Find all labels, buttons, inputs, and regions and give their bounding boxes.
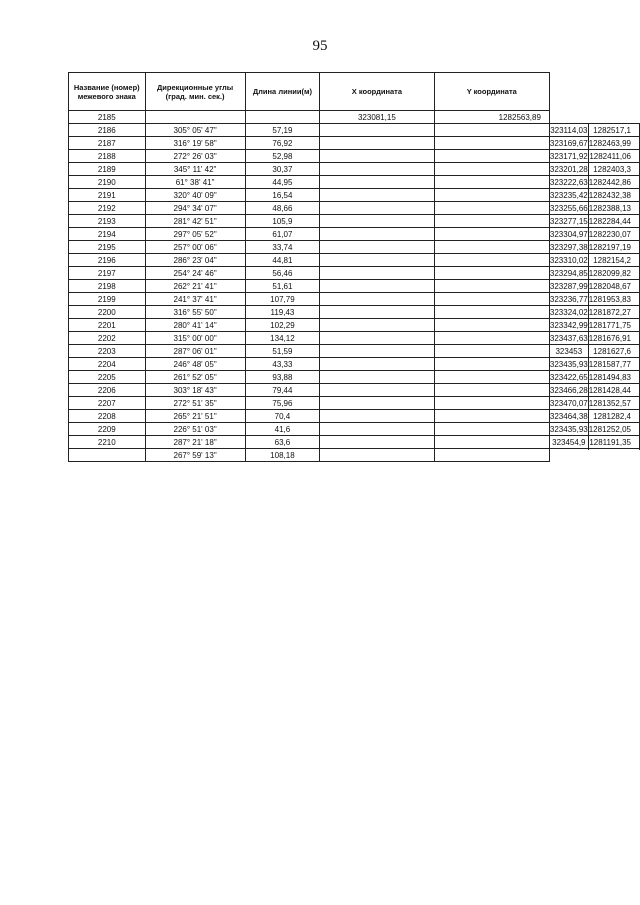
x-coordinate-cell: 323255,66	[549, 203, 588, 213]
line-length-cell: 61,07	[245, 228, 320, 241]
empty-cell	[320, 371, 434, 384]
empty-cell	[320, 176, 434, 189]
line-length-cell: 63,6	[245, 436, 320, 449]
empty-cell	[245, 111, 320, 124]
point-name-cell: 2198	[69, 280, 146, 293]
point-name-cell: 2197	[69, 267, 146, 280]
y-coordinate-cell: 1281352,57	[588, 397, 639, 410]
y-coordinate-cell: 1281872,27	[588, 306, 639, 319]
empty-cell	[434, 241, 549, 254]
x-coordinate-cell: 323201,28	[549, 164, 588, 174]
empty-cell	[320, 449, 434, 462]
empty-cell	[434, 319, 549, 332]
direction-angle-cell: 303° 18' 43"	[145, 384, 245, 397]
empty-cell	[434, 228, 549, 241]
empty-cell	[320, 150, 434, 163]
empty-cell	[69, 449, 146, 462]
y-coordinate-cell: 1281587,77	[588, 358, 639, 371]
point-name-cell: 2192	[69, 202, 146, 215]
empty-cell	[434, 124, 549, 137]
x-coordinate-cell: 323222,63	[549, 177, 588, 187]
y-coordinate-cell: 1282563,89	[434, 111, 549, 124]
y-coordinate-cell: 1281428,44	[588, 384, 639, 397]
y-coordinate-cell: 1282388,13	[588, 202, 639, 215]
direction-angle-cell: 241° 37' 41"	[145, 293, 245, 306]
empty-cell	[434, 150, 549, 163]
empty-cell	[320, 124, 434, 137]
point-name-cell: 2187	[69, 137, 146, 150]
point-name-cell: 2200	[69, 306, 146, 319]
x-coordinate-cell: 323277,15	[549, 216, 588, 226]
empty-cell	[320, 254, 434, 267]
line-length-cell: 48,66	[245, 202, 320, 215]
direction-angle-cell: 272° 51' 35"	[145, 397, 245, 410]
empty-cell	[320, 293, 434, 306]
empty-cell	[434, 436, 549, 449]
x-coordinate-cell: 323435,93	[549, 359, 588, 369]
y-coordinate-cell: 1282197,19	[588, 241, 639, 254]
line-length-cell: 93,88	[245, 371, 320, 384]
x-coordinate-cell: 323169,67	[549, 138, 588, 148]
line-length-cell: 44,81	[245, 254, 320, 267]
y-coordinate-cell: 1282099,82	[588, 267, 639, 280]
point-name-cell: 2186	[69, 124, 146, 137]
point-name-cell: 2202	[69, 332, 146, 345]
line-length-cell: 57,19	[245, 124, 320, 137]
table-header-row	[69, 73, 640, 111]
point-name-cell: 2203	[69, 345, 146, 358]
line-length-cell: 33,74	[245, 241, 320, 254]
x-coordinate-cell: 323171,92	[549, 151, 588, 161]
x-coordinate-cell: 323297,38	[549, 242, 588, 252]
x-coordinate-cell: 323342,99	[549, 320, 588, 330]
x-coordinate-cell: 323294,85	[549, 268, 588, 278]
y-coordinate-cell: 1281252,05	[588, 423, 639, 436]
point-name-cell: 2201	[69, 319, 146, 332]
line-length-cell: 52,98	[245, 150, 320, 163]
empty-cell	[434, 358, 549, 371]
point-name-cell: 2199	[69, 293, 146, 306]
y-coordinate-cell: 1282442,86	[588, 176, 639, 189]
point-name-cell: 2205	[69, 371, 146, 384]
direction-angle-cell: 261° 52' 05"	[145, 371, 245, 384]
empty-cell	[434, 345, 549, 358]
x-coordinate-cell: 323081,15	[320, 111, 434, 124]
direction-angle-cell: 61° 38' 41"	[145, 176, 245, 189]
empty-cell	[434, 280, 549, 293]
x-coordinate-cell: 323464,38	[549, 411, 588, 421]
x-coordinate-cell: 323437,63	[549, 333, 588, 343]
x-coordinate-cell: 323435,93	[549, 424, 588, 434]
empty-cell	[320, 436, 434, 449]
direction-angle-cell: 316° 19' 58"	[145, 137, 245, 150]
y-coordinate-cell: 1281282,4	[588, 410, 639, 423]
empty-cell	[320, 410, 434, 423]
direction-angle-cell: 272° 26' 03"	[145, 150, 245, 163]
line-length-cell: 108,18	[245, 449, 320, 462]
direction-angle-cell: 320° 40' 09"	[145, 189, 245, 202]
empty-cell	[320, 345, 434, 358]
empty-cell	[434, 410, 549, 423]
empty-cell	[320, 358, 434, 371]
y-coordinate-cell: 1282463,99	[588, 137, 639, 150]
y-coordinate-cell: 1281494,83	[588, 371, 639, 384]
direction-angle-cell: 281° 42' 51"	[145, 215, 245, 228]
point-name-cell: 2206	[69, 384, 146, 397]
line-length-cell: 30,37	[245, 163, 320, 176]
x-coordinate-cell: 323422,65	[549, 372, 588, 382]
line-length-cell: 134,12	[245, 332, 320, 345]
y-coordinate-cell: 1281953,83	[588, 293, 639, 306]
direction-angle-cell: 345° 11' 42"	[145, 163, 245, 176]
empty-cell	[320, 306, 434, 319]
direction-angle-cell: 286° 23' 04"	[145, 254, 245, 267]
empty-cell	[434, 397, 549, 410]
y-coordinate-cell: 1282403,3	[588, 163, 639, 176]
empty-cell	[320, 267, 434, 280]
table-body	[69, 111, 640, 462]
point-name-cell: 2208	[69, 410, 146, 423]
x-coordinate-cell: 323310,02	[549, 255, 588, 265]
direction-angle-cell: 315° 00' 00"	[145, 332, 245, 345]
empty-cell	[320, 137, 434, 150]
x-coordinate-cell: 323466,28	[549, 385, 588, 395]
y-coordinate-cell: 1282284,44	[588, 215, 639, 228]
x-coordinate-cell: 323114,03	[550, 125, 588, 135]
empty-cell	[320, 397, 434, 410]
line-length-cell: 107,79	[245, 293, 320, 306]
point-name-cell: 2209	[69, 423, 146, 436]
point-name-cell: 2190	[69, 176, 146, 189]
empty-cell	[434, 215, 549, 228]
x-coordinate-cell: 323453	[549, 345, 588, 358]
table-row	[69, 111, 640, 124]
direction-angle-cell: 265° 21' 51"	[145, 410, 245, 423]
x-coordinate-cell: 323454,9	[549, 436, 588, 449]
x-coordinate-cell: 323324,02	[549, 307, 588, 317]
line-length-cell: 105,9	[245, 215, 320, 228]
line-length-cell: 119,43	[245, 306, 320, 319]
point-name-cell: 2185	[69, 111, 146, 124]
direction-angle-cell: 287° 06' 01"	[145, 345, 245, 358]
header-x: X координата	[320, 73, 434, 111]
point-name-cell: 2207	[69, 397, 146, 410]
empty-cell	[434, 163, 549, 176]
point-name-cell: 2196	[69, 254, 146, 267]
y-coordinate-cell: 1281191,35	[588, 436, 639, 449]
empty-cell	[434, 371, 549, 384]
direction-angle-cell: 305° 05' 47"	[145, 124, 245, 137]
empty-cell	[320, 241, 434, 254]
direction-angle-cell: 280° 41' 14"	[145, 319, 245, 332]
point-name-cell: 2188	[69, 150, 146, 163]
direction-angle-cell: 316° 55' 50"	[145, 306, 245, 319]
point-name-cell: 2194	[69, 228, 146, 241]
x-coordinate-cell: 323235,42	[549, 190, 588, 200]
x-coordinate-cell: 323287,99	[549, 281, 588, 291]
header-name: Название (номер) межевого знака	[69, 73, 146, 111]
direction-angle-cell: 297° 05' 52"	[145, 228, 245, 241]
empty-cell	[434, 137, 549, 150]
empty-cell	[434, 423, 549, 436]
line-length-cell: 75,96	[245, 397, 320, 410]
empty-cell	[320, 423, 434, 436]
empty-cell	[320, 189, 434, 202]
x-coordinate-cell: 323470,07	[549, 398, 588, 408]
point-name-cell: 2204	[69, 358, 146, 371]
empty-cell	[145, 111, 245, 124]
line-length-cell: 51,59	[245, 345, 320, 358]
empty-cell	[434, 202, 549, 215]
line-length-cell: 102,29	[245, 319, 320, 332]
empty-cell	[434, 254, 549, 267]
line-length-cell: 70,4	[245, 410, 320, 423]
y-coordinate-cell: 1282154,2	[588, 254, 639, 267]
empty-cell	[320, 384, 434, 397]
empty-cell	[320, 202, 434, 215]
empty-cell	[434, 332, 549, 345]
y-coordinate-cell: 1282432,38	[588, 189, 639, 202]
x-coordinate-cell: 323236,77	[549, 294, 588, 304]
y-coordinate-cell: 1282230,07	[588, 228, 639, 241]
line-length-cell: 76,92	[245, 137, 320, 150]
empty-cell	[320, 163, 434, 176]
point-name-cell: 2195	[69, 241, 146, 254]
direction-angle-cell: 287° 21' 18"	[145, 436, 245, 449]
point-name-cell: 2210	[69, 436, 146, 449]
empty-cell	[320, 319, 434, 332]
y-coordinate-cell: 1282517,1	[588, 124, 639, 137]
point-name-cell: 2189	[69, 163, 146, 176]
coordinates-table	[68, 72, 640, 462]
empty-cell	[434, 306, 549, 319]
line-length-cell: 44,95	[245, 176, 320, 189]
empty-cell	[320, 280, 434, 293]
y-coordinate-cell: 1282411,06	[588, 150, 639, 163]
line-length-cell: 41,6	[245, 423, 320, 436]
y-coordinate-cell: 1281771,75	[588, 319, 639, 332]
line-length-cell: 56,46	[245, 267, 320, 280]
direction-angle-cell: 262° 21' 41"	[145, 280, 245, 293]
empty-cell	[320, 332, 434, 345]
point-name-cell: 2193	[69, 215, 146, 228]
line-length-cell: 16,54	[245, 189, 320, 202]
direction-angle-cell: 226° 51' 03"	[145, 423, 245, 436]
header-length: Длина линии(м)	[245, 73, 320, 111]
page-number: 95	[312, 38, 328, 54]
empty-cell	[320, 215, 434, 228]
empty-cell	[434, 189, 549, 202]
line-length-cell: 43,33	[245, 358, 320, 371]
empty-cell	[434, 449, 549, 462]
x-coordinate-cell: 323304,97	[549, 229, 588, 239]
header-angle: Дирекционные углы (град. мин. сек.)	[145, 73, 245, 111]
line-length-cell: 79,44	[245, 384, 320, 397]
direction-angle-cell: 294° 34' 07"	[145, 202, 245, 215]
y-coordinate-cell: 1281627,6	[588, 345, 639, 358]
y-coordinate-cell: 1281676,91	[588, 332, 639, 345]
empty-cell	[434, 176, 549, 189]
y-coordinate-cell: 1282048,67	[588, 280, 639, 293]
line-length-cell: 51,61	[245, 280, 320, 293]
direction-angle-cell: 257° 00' 06"	[145, 241, 245, 254]
empty-cell	[434, 267, 549, 280]
point-name-cell: 2191	[69, 189, 146, 202]
empty-cell	[320, 228, 434, 241]
empty-cell	[434, 293, 549, 306]
empty-cell	[434, 384, 549, 397]
direction-angle-cell: 267° 59' 13"	[145, 449, 245, 462]
direction-angle-cell: 254° 24' 46"	[145, 267, 245, 280]
direction-angle-cell: 246° 48' 05"	[145, 358, 245, 371]
header-y: Y координата	[434, 73, 549, 111]
